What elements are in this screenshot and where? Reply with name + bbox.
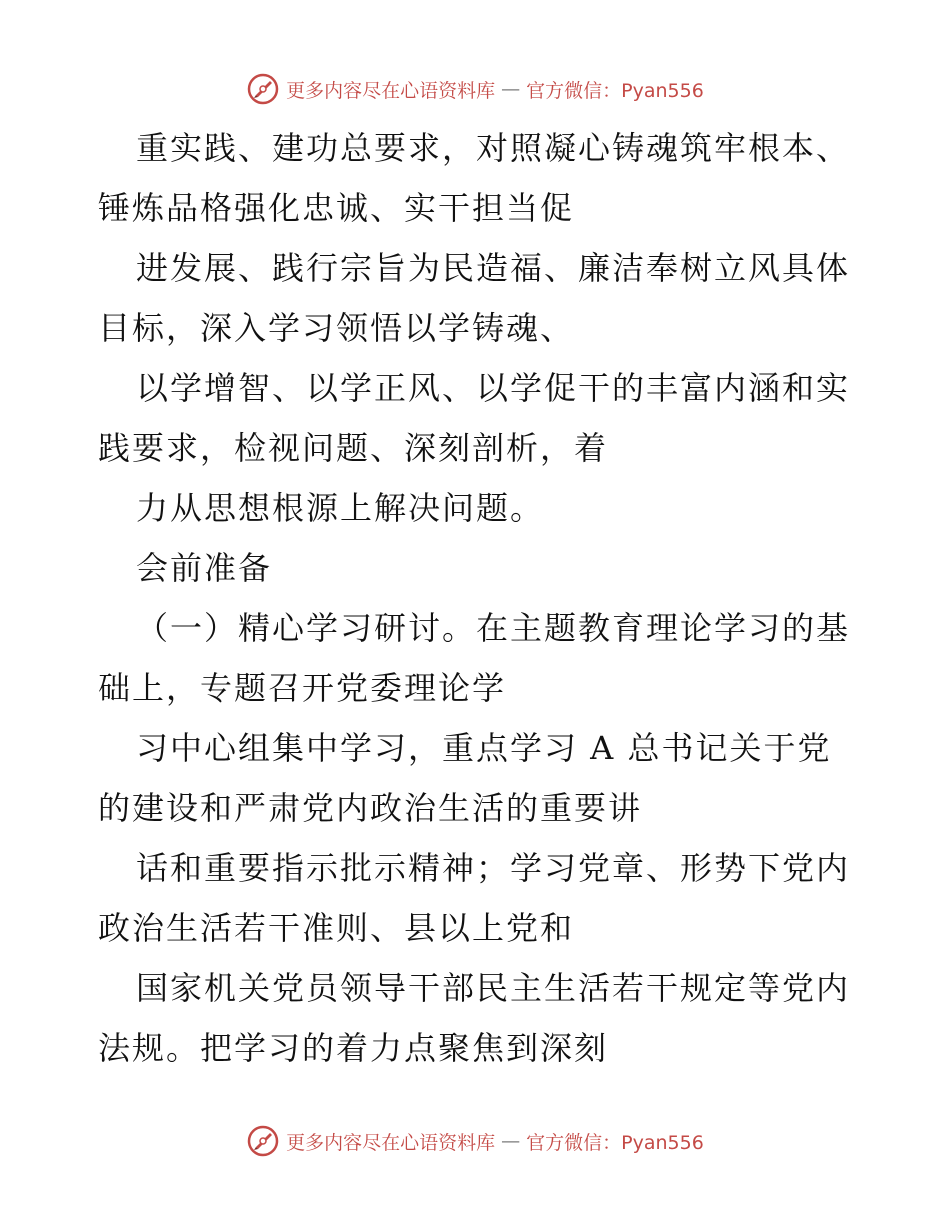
text-line: 重实践、建功总要求，对照凝心铸魂筑牢根本、 (136, 129, 851, 167)
watermark-brand-text: 更多内容尽在心语资料库 (286, 1131, 496, 1154)
text-line: 进发展、践行宗旨为民造福、廉洁奉树立风具体 (136, 249, 851, 287)
text-line: 话和重要指示批示精神；学习党章、形势下党内 (136, 849, 851, 887)
watermark-separator: — (501, 78, 521, 100)
document-body (98, 118, 858, 1078)
text-line: 力从思想根源上解决问题。 (136, 489, 545, 527)
text-line: 的建设和严肃党内政治生活的重要讲 (98, 789, 643, 827)
watermark-separator: — (501, 1130, 521, 1152)
header-watermark (0, 72, 950, 106)
text-line: 政治生活若干准则、县以上党和 (98, 909, 575, 947)
text-line: 目标，深入学习领悟以学铸魂、 (98, 309, 575, 347)
watermark-wechat-text: 官方微信：Pyan556 (526, 79, 704, 102)
text-line: 以学增智、以学正风、以学促干的丰富内涵和实 (136, 369, 851, 407)
text-line: （一）精心学习研讨。在主题教育理论学习的基 (136, 609, 851, 647)
brand-logo-icon (246, 72, 280, 106)
text-line: 习中心组集中学习，重点学习 A 总书记关于党 (136, 729, 832, 767)
text-line: 锤炼品格强化忠诚、实干担当促 (98, 189, 575, 227)
text-line: 践要求，检视问题、深刻剖析，着 (98, 429, 609, 467)
text-line: 国家机关党员领导干部民主生活若干规定等党内 (136, 969, 851, 1007)
section-heading: 会前准备 (136, 549, 273, 587)
watermark-brand-text: 更多内容尽在心语资料库 (286, 79, 496, 102)
text-line: 法规。把学习的着力点聚焦到深刻 (98, 1029, 609, 1067)
brand-logo-icon (246, 1124, 280, 1158)
text-line: 础上，专题召开党委理论学 (98, 669, 507, 707)
footer-watermark (0, 1124, 950, 1158)
watermark-wechat-text: 官方微信：Pyan556 (526, 1131, 704, 1154)
